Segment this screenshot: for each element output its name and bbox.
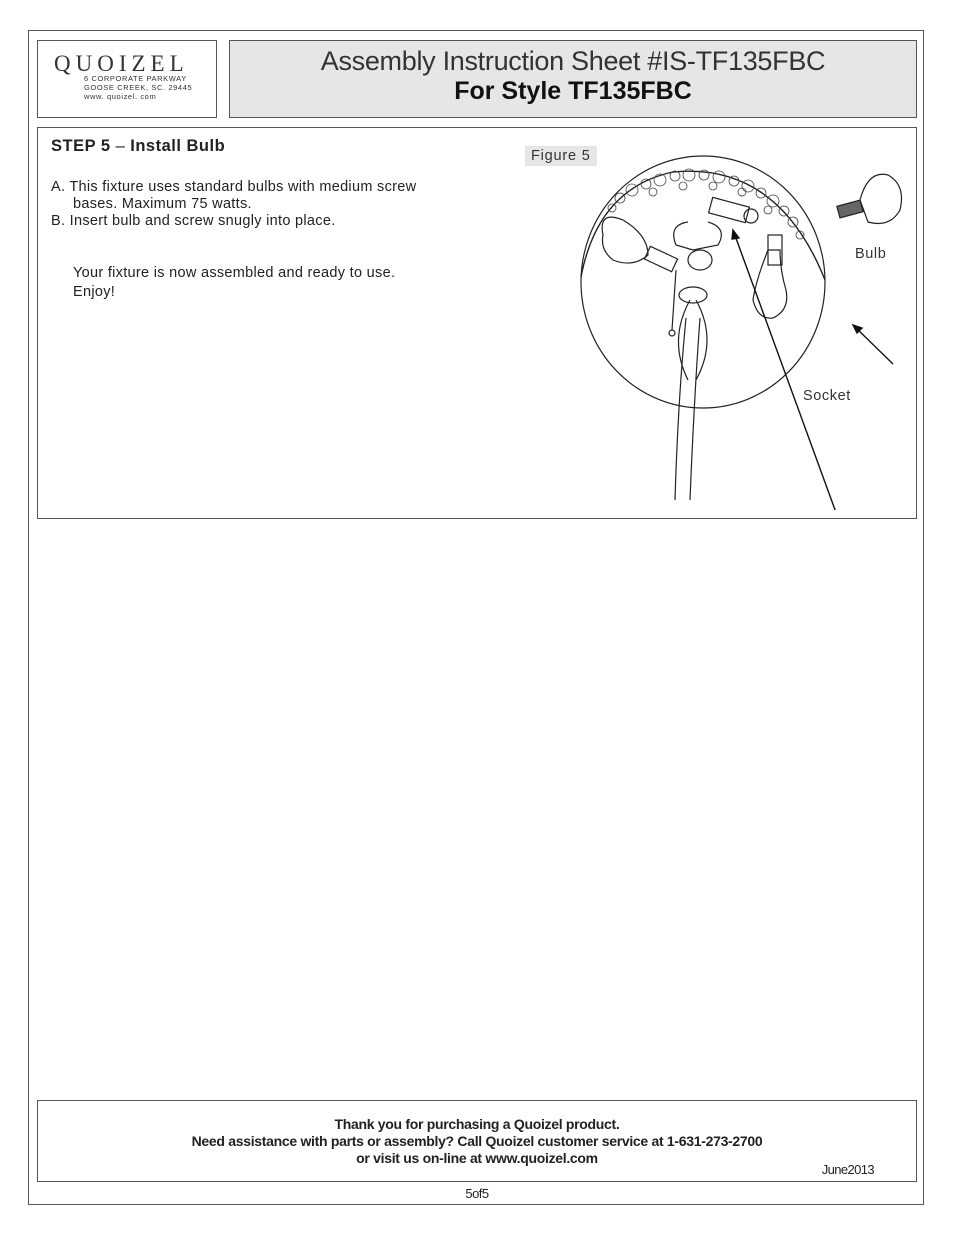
closing-text: Your fixture is now assembled and ready to use. [73, 265, 396, 281]
step-heading [51, 137, 225, 156]
socket-arms [674, 222, 722, 250]
footer-thanks: Thank you for purchasing a Quoizel product. [334, 1116, 620, 1132]
address-street: 6 CORPORATE PARKWAY [84, 74, 187, 83]
lamp-stem-right [690, 318, 700, 500]
brand-logo: QUOIZEL [54, 51, 189, 76]
address-website: www. quoizel. com [84, 92, 157, 101]
step-name: Install Bulb [130, 137, 226, 155]
instruction-b: B. Insert bulb and screw snugly into place. [51, 213, 336, 229]
revision-date: June2013 [821, 1162, 874, 1177]
company-address [84, 74, 192, 101]
instruction-a-cont: bases. Maximum 75 watts. [73, 196, 252, 212]
loose-bulb [860, 174, 902, 223]
title-block [229, 40, 917, 118]
left-bulb [602, 217, 648, 263]
logo-block [37, 40, 217, 118]
lamp-illustration [528, 140, 908, 510]
sheet-title: Assembly Instruction Sheet #IS-TF135FBC [320, 46, 826, 76]
step-section [37, 127, 917, 519]
footer-website: or visit us on-line at www.quoizel.com [356, 1150, 598, 1166]
left-chain-pull [669, 330, 675, 336]
figure-label: Figure 5 [525, 146, 597, 166]
footer-block [37, 1100, 917, 1182]
left-chain [672, 270, 676, 330]
socket-callout-arrow [732, 230, 739, 239]
front-socket-end [744, 209, 758, 223]
stem-collar [679, 287, 707, 303]
left-socket [644, 246, 677, 271]
address-city: GOOSE CREEK, SC. 29445 [84, 83, 193, 92]
center-hub [688, 250, 712, 270]
stem-ornament [678, 300, 707, 380]
lamp-stem-left [675, 318, 686, 500]
loose-bulb-base [837, 200, 863, 218]
shade-dome [581, 171, 825, 280]
page-number: 5of5 [465, 1186, 489, 1201]
callout-socket: Socket [803, 388, 851, 404]
closing-text-enjoy: Enjoy! [73, 284, 116, 300]
step-dash: – [115, 137, 126, 155]
instruction-a: A. This fixture uses standard bulbs with medium screw [51, 179, 417, 195]
front-socket [709, 197, 750, 222]
callout-bulb: Bulb [855, 246, 887, 262]
style-title: For Style TF135FBC [454, 77, 692, 105]
step-number: STEP 5 [51, 137, 111, 155]
footer-assistance: Need assistance with parts or assembly? Call Quoizel customer service at 1-631-273-2700 [191, 1133, 763, 1149]
